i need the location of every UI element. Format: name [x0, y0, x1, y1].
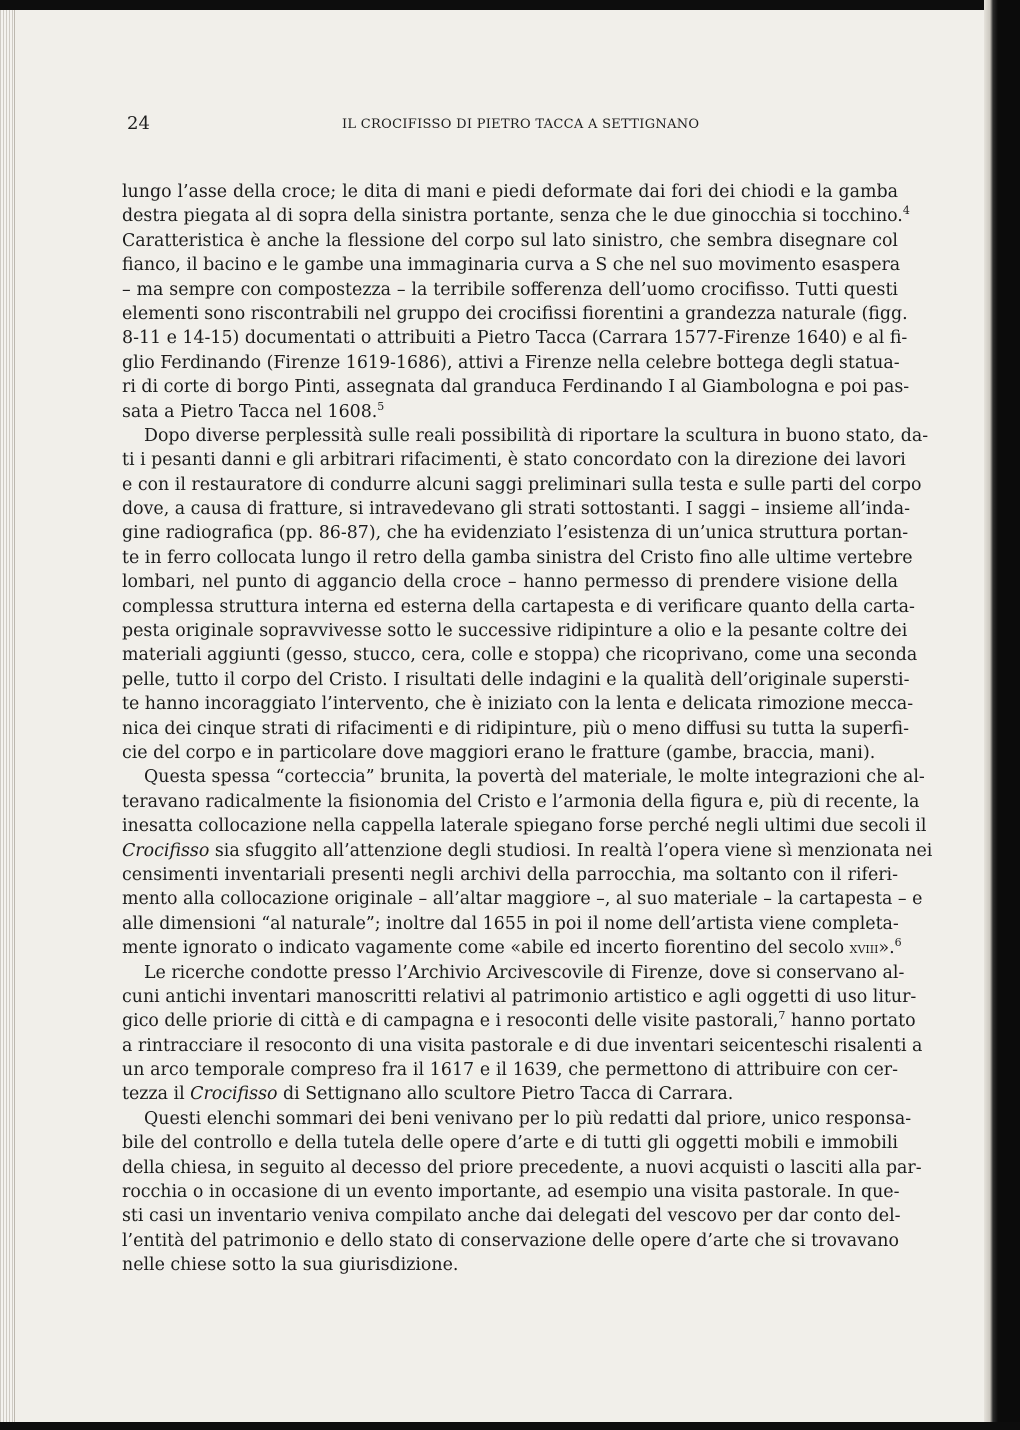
text-line: materiali aggiunti (gesso, stucco, cera, colle e stoppa) che ricoprivano, come una seconda: [122, 645, 918, 666]
text-line: glio Ferdinando (Firenze 1619-1686), attivi a Firenze nella celebre bottega degli statua-: [122, 352, 900, 373]
text-line: lungo l’asse della croce; le dita di mani e piedi deformate dai fori dei chiodi e la gamba: [122, 182, 898, 202]
text-line: sata a Pietro Tacca nel 1608.$^5$: [122, 399, 385, 422]
running-title: IL CROCIFISSO DI PIETRO TACCA A SETTIGNANO: [342, 117, 700, 132]
footnote-ref-4[interactable]: 4: [902, 204, 910, 218]
text-line: bile del controllo e della tutela delle opere d’arte e di tutti gli oggetti mobili e immobili: [122, 1133, 898, 1154]
text-line: pelle, tutto il corpo del Cristo. I risultati delle indagini e la qualità dell’originale supersti-: [122, 669, 910, 690]
paragraph-start-line: Questi elenchi sommari dei beni venivano per lo più redatti dal priore, unico responsa-: [144, 1108, 912, 1129]
text-line: a rintracciare il resoconto di una visita pastorale e di due inventari seicenteschi risalenti a: [122, 1035, 923, 1056]
text-line: te hanno incoraggiato l’intervento, che è iniziato con la lenta e delicata rimozione mecca-: [122, 694, 914, 715]
text-line: tezza il Crocifisso di Settignano allo scultore Pietro Tacca di Carrara.: [122, 1084, 734, 1105]
text-line: te in ferro collocata lungo il retro della gamba sinistra del Cristo fino alle ultime vertebre: [122, 547, 913, 568]
paragraph-start-line: Questa spessa “corteccia” brunita, la povertà del materiale, le molte integrazioni che al-: [144, 767, 925, 788]
body-text: [122, 180, 933, 1278]
paragraph-start-line: Dopo diverse perplessità sulle reali possibilità di riportare la scultura in buono stato, da-: [144, 425, 929, 446]
footnote-ref-7[interactable]: 7: [778, 1009, 786, 1023]
text-line: della chiesa, in seguito al decesso del priore precedente, a nuovi acquisti o lasciti alla par-: [122, 1157, 922, 1178]
text-line: pesta originale sopravvivesse sotto le successive ridipinture a olio e la pesante coltre dei: [122, 621, 908, 642]
text-line: censimenti inventariali presenti negli archivi della parrocchia, ma soltanto con il riferi-: [122, 864, 898, 885]
text-line: mento alla collocazione originale – all’altar maggiore –, al suo materiale – la cartapesta – e: [122, 889, 923, 910]
text-line: nica dei cinque strati di rifacimenti e di ridipinture, più o meno diffusi su tutta la superfi-: [122, 718, 910, 739]
footnote-ref-6[interactable]: 6: [894, 936, 902, 950]
text-line: rocchia o in occasione di un evento importante, ad esempio una visita pastorale. In que-: [122, 1182, 900, 1203]
text-line: fianco, il bacino e le gambe una immaginaria curva a S che nel suo movimento esaspera: [122, 255, 901, 276]
book-binding-edge: [0, 0, 15, 1430]
text-line: inesatta collocazione nella cappella laterale spiegano forse perché negli ultimi due secoli il: [122, 816, 927, 837]
text-line: Caratteristica è anche la flessione del corpo sul lato sinistro, che sembra disegnare col: [122, 230, 898, 251]
text-line: nelle chiese sotto la sua giurisdizione.: [122, 1255, 459, 1276]
text-line: gine radiografica (pp. 86-87), che ha evidenziato l’esistenza di un’unica struttura portan-: [122, 523, 909, 544]
text-line: dove, a causa di fratture, si intravedevano gli strati sottostanti. I saggi – insieme all’inda-: [122, 499, 911, 520]
text-line: mente ignorato o indicato vagamente come «abile ed incerto fiorentino del secolo xviii».$^6$: [122, 936, 902, 959]
century-small-caps: xviii: [849, 939, 879, 958]
text-line: Crocifisso sia sfuggito all’attenzione degli studiosi. In realtà l’opera viene sì menzionata nei: [122, 840, 933, 861]
text-line: 8-11 e 14-15) documentati o attribuiti a Pietro Tacca (Carrara 1577-Firenze 1640) e al fi-: [122, 328, 908, 349]
text-line: teravano radicalmente la fisionomia del Cristo e l’armonia della figura e, più di recente, la: [122, 791, 920, 812]
page-header: [127, 113, 897, 141]
text-line: ti i pesanti danni e gli arbitrari rifacimenti, è stato concordato con la direzione dei lavori: [122, 450, 906, 471]
text-line: e con il restauratore di condurre alcuni saggi preliminari sulla testa e sulle parti del corpo: [122, 474, 922, 495]
text-line: complessa struttura interna ed esterna della cartapesta e di verificare quanto della carta-: [122, 596, 915, 617]
text-line: cuni antichi inventari manoscritti relativi al patrimonio artistico e agli oggetti di uso litur-: [122, 986, 917, 1007]
paragraph-start-line: Le ricerche condotte presso l’Archivio Arcivescovile di Firenze, dove si conservano al-: [144, 962, 905, 983]
italic-title: Crocifisso: [122, 840, 210, 861]
text-line: l’entità del patrimonio e dello stato di conservazione delle opere d’arte che si trovavano: [122, 1230, 899, 1251]
italic-title: Crocifisso: [190, 1084, 278, 1105]
scan-border-right: [984, 0, 1020, 1430]
text-line: lombari, nel punto di aggancio della croce – hanno permesso di prendere visione della: [122, 572, 898, 593]
text-line: destra piegata al di sopra della sinistra portante, senza che le due ginocchia si tocchino.$^4$: [122, 204, 910, 227]
footnote-ref-5[interactable]: 5: [377, 399, 385, 413]
scan-border-bottom: [0, 1422, 1020, 1430]
page-number: 24: [127, 113, 150, 134]
text-line: un arco temporale compreso fra il 1617 e il 1639, che permettono di attribuire con cer-: [122, 1060, 898, 1081]
text-line: – ma sempre con compostezza – la terribile sofferenza dell’uomo crocifisso. Tutti questi: [122, 279, 898, 300]
text-line: cie del corpo e in particolare dove maggiori erano le fratture (gambe, braccia, mani).: [122, 742, 876, 763]
text-line: alle dimensioni “al naturale”; inoltre dal 1655 in poi il nome dell’artista viene completa-: [122, 913, 899, 934]
text-line: gico delle priorie di città e di campagna e i resoconti delle visite pastorali,$^7$ hanno portato: [122, 1009, 916, 1032]
scan-border-top: [0, 0, 1020, 10]
text-line: sti casi un inventario veniva compilato anche dai delegati del vescovo per dar conto del-: [122, 1206, 901, 1227]
text-line: ri di corte di borgo Pinti, assegnata dal granduca Ferdinando I al Giambologna e poi pas-: [122, 377, 910, 398]
text-line: elementi sono riscontrabili nel gruppo dei crocifissi fiorentini a grandezza naturale (figg.: [122, 303, 908, 324]
